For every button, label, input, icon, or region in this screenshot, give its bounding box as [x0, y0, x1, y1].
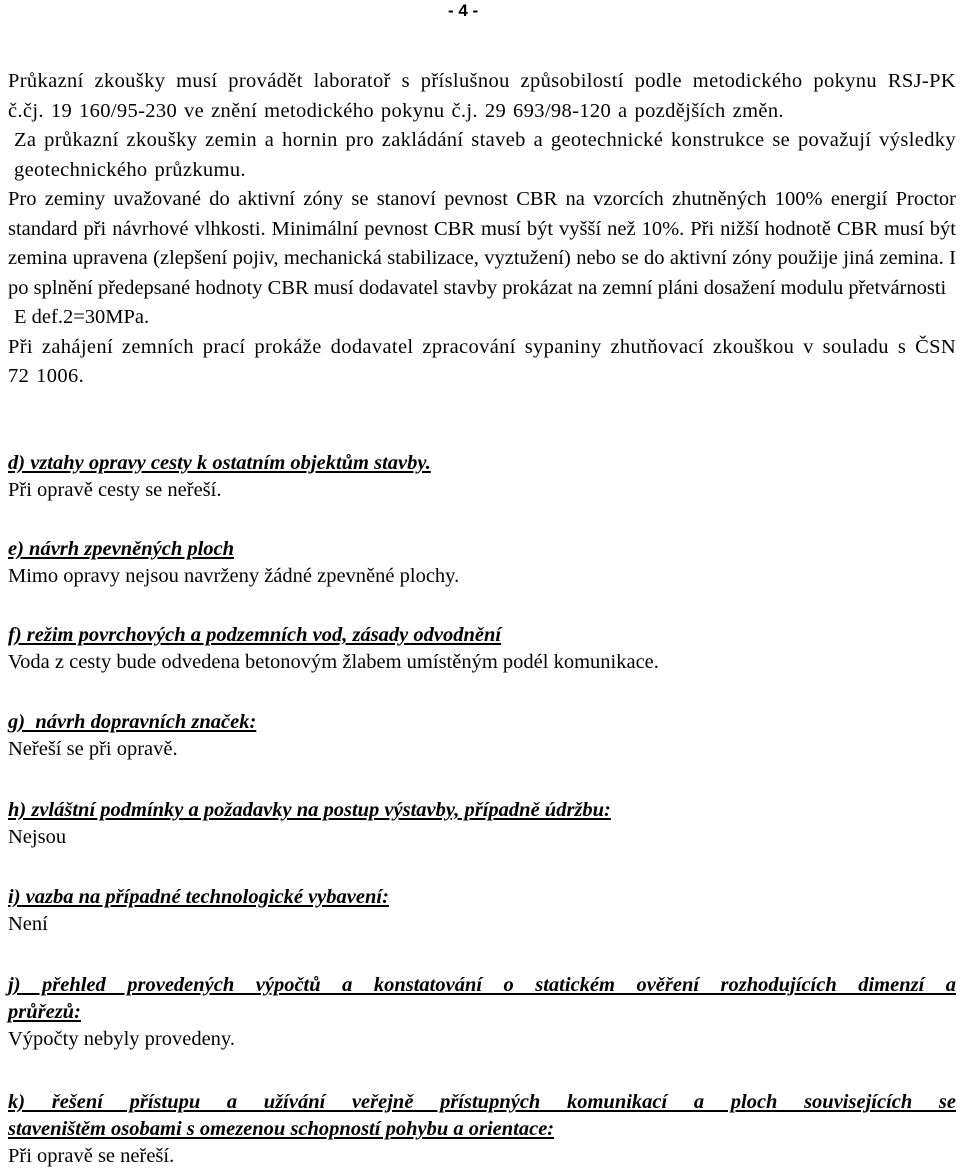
- page-number: - 4 -: [448, 1, 479, 20]
- section-d: [8, 450, 956, 504]
- paragraph-geotech-survey: Za průkazní zkoušky zemin a hornin pro zakládání staveb a geotechnické konstrukce se považují výsledky geotechnického průzkumu.: [14, 129, 956, 181]
- section-g: [8, 709, 956, 763]
- section-heading-f: f) režim povrchových a podzemních vod, zásady odvodnění: [8, 624, 502, 646]
- section-k: [8, 1089, 956, 1170]
- section-heading-d: d) vztahy opravy cesty k ostatním objektům stavby.: [8, 452, 431, 474]
- section-body-g: Neřeší se při opravě.: [8, 738, 178, 760]
- section-j: [8, 972, 956, 1053]
- section-heading-g: g) návrh dopravních značek:: [8, 711, 257, 733]
- section-body-h: Nejsou: [8, 826, 67, 848]
- paragraph-lab-tests: Průkazní zkoušky musí provádět laboratoř s příslušnou způsobilostí podle metodického pokynu RSJ-PK č.čj. 19 160/95-230 ve znění metodického pokynu č.j. 29 693/98-120 a pozdějších změn.: [8, 70, 956, 122]
- section-h: [8, 797, 956, 851]
- paragraph-compaction-test: Při zahájení zemních prací prokáže dodavatel zpracování sypaniny zhutňovací zkouškou v souladu s ČSN 72 1006.: [8, 335, 956, 387]
- section-body-f: Voda z cesty bude odvedena betonovým žlabem umístěným podél komunikace.: [8, 651, 659, 673]
- section-body-e: Mimo opravy nejsou navrženy žádné zpevněné plochy.: [8, 565, 460, 587]
- section-body-k: Při opravě se neřeší.: [8, 1145, 175, 1167]
- section-i: [8, 884, 956, 938]
- section-body-i: Není: [8, 913, 48, 935]
- paragraph-cbr-strength: Pro zeminy uvažované do aktivní zóny se stanoví pevnost CBR na vzorcích zhutněných 100% energií Proctor standard při návrhové vlhkosti. Minimální pevnost CBR musí být vyšší než 10%. Při nižší hodnotě CBR musí být zemina upravena (zlepšení pojiv, mechanická stabilizace, vyztužení) nebo se do aktivní zóny použije jiná zemina. I po splnění předepsané hodnoty CBR musí dodavatel stavby prokázat na zemní pláni dosažení modulu přetvárnosti: [8, 188, 956, 299]
- section-heading-j-line2: průřezů:: [8, 1001, 81, 1023]
- section-heading-e: e) návrh zpevněných ploch: [8, 538, 235, 560]
- intro-text: [8, 67, 956, 392]
- section-heading-k-line1: k) řešení přístupu a užívání veřejně přístupných komunikací a ploch souvisejících se: [8, 1091, 956, 1113]
- section-body-d: Při opravě cesty se neřeší.: [8, 479, 222, 501]
- paragraph-modulus-value: E def.2=30MPa.: [14, 306, 150, 328]
- section-body-j: Výpočty nebyly provedeny.: [8, 1028, 235, 1050]
- section-heading-k-line2: staveništěm osobami s omezenou schopností pohybu a orientace:: [8, 1118, 555, 1140]
- section-heading-h: h) zvláštní podmínky a požadavky na postup výstavby, případně údržbu:: [8, 799, 611, 821]
- section-heading-j-line1: j) přehled provedených výpočtů a konstatování o statickém ověření rozhodujících dimenzí a: [8, 974, 956, 996]
- section-e: [8, 536, 956, 590]
- section-f: [8, 622, 956, 676]
- section-heading-i: i) vazba na případné technologické vybavení:: [8, 886, 389, 908]
